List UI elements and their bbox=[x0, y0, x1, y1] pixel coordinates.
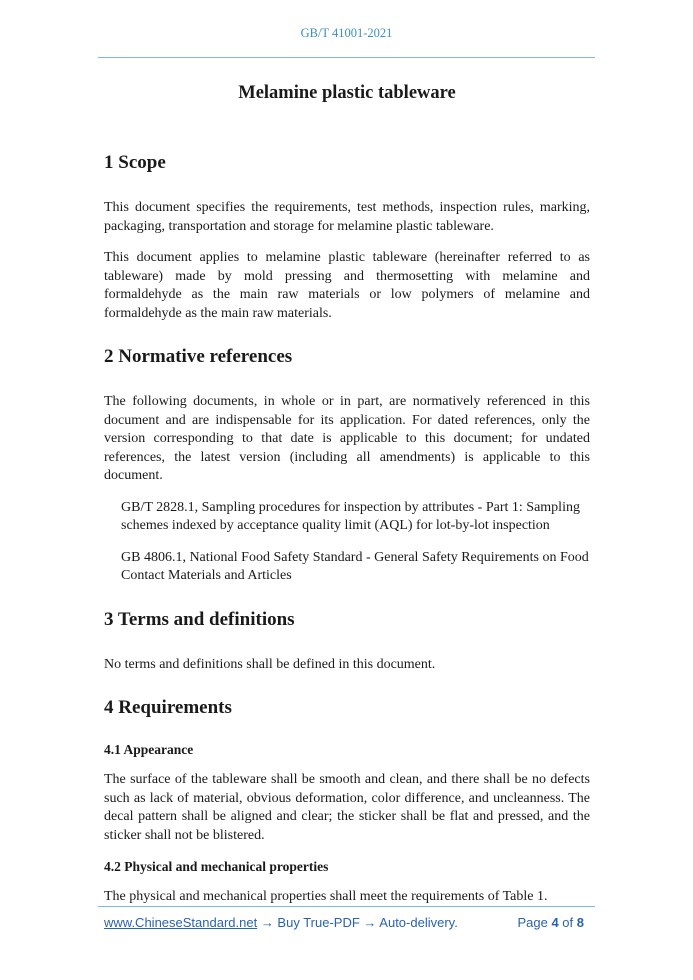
section-heading-normative-references: 2 Normative references bbox=[104, 346, 293, 367]
running-header: GB/T 41001-2021 bbox=[300, 26, 393, 40]
physical-properties-paragraph: The physical and mechanical properties shall meet the requirements of Table 1. bbox=[104, 889, 548, 904]
appearance-paragraph: The surface of the tableware shall be smooth and clean, and there shall be no defects such as lack of material, obvious deformation, color difference, and uncleanness. The decal pattern shall be aligned and clear; the sticker shall be flat and pressed, and the sticker shall not be blistered. bbox=[104, 772, 590, 843]
document-title: Melamine plastic tableware bbox=[238, 83, 456, 103]
scope-paragraph-2: This document applies to melamine plastic tableware (hereinafter referred to as tableware) made by mold pressing and thermosetting with melamine and formaldehyde as the main raw materials or low polymers of melamine and formaldehyde as the main raw materials. bbox=[104, 250, 590, 321]
footer-tagline: → Buy True-PDF → Auto-delivery. bbox=[257, 915, 458, 930]
page-of-label: of bbox=[562, 915, 574, 930]
reference-item: GB 4806.1, National Food Safety Standard - General Safety Requirements on Food Contact Materials and Articles bbox=[121, 549, 589, 583]
header-divider bbox=[98, 57, 595, 58]
normative-paragraph: The following documents, in whole or in part, are normatively referenced in this document and are indispensable for its application. For dated references, only the version corresponding to that date is applicable to this document; for undated references, the latest version (including all amendments) is applicable to this document. bbox=[104, 394, 590, 483]
section-heading-requirements: 4 Requirements bbox=[104, 697, 232, 718]
page-label: Page bbox=[517, 915, 548, 930]
subsection-heading-appearance: 4.1 Appearance bbox=[104, 742, 194, 757]
page-indicator bbox=[517, 915, 584, 930]
subsection-heading-physical-properties: 4.2 Physical and mechanical properties bbox=[104, 859, 329, 874]
terms-paragraph: No terms and definitions shall be defined in this document. bbox=[104, 656, 436, 672]
scope-paragraph-1: This document specifies the requirements, test methods, inspection rules, marking, packaging, transportation and storage for melamine plastic tableware. bbox=[104, 200, 590, 234]
reference-item: GB/T 2828.1, Sampling procedures for inspection by attributes - Part 1: Sampling schemes indexed by acceptance quality limit (AQL) for lot-by-lot inspection bbox=[121, 499, 580, 533]
section-heading-scope: 1 Scope bbox=[104, 152, 166, 173]
section-heading-terms: 3 Terms and definitions bbox=[104, 608, 295, 630]
page-footer bbox=[104, 915, 584, 930]
footer-divider bbox=[98, 906, 595, 907]
footer-site-link[interactable]: www.ChineseStandard.net bbox=[104, 915, 258, 930]
page-total: 8 bbox=[576, 915, 584, 930]
page-body bbox=[104, 80, 590, 907]
page-current: 4 bbox=[551, 915, 559, 930]
